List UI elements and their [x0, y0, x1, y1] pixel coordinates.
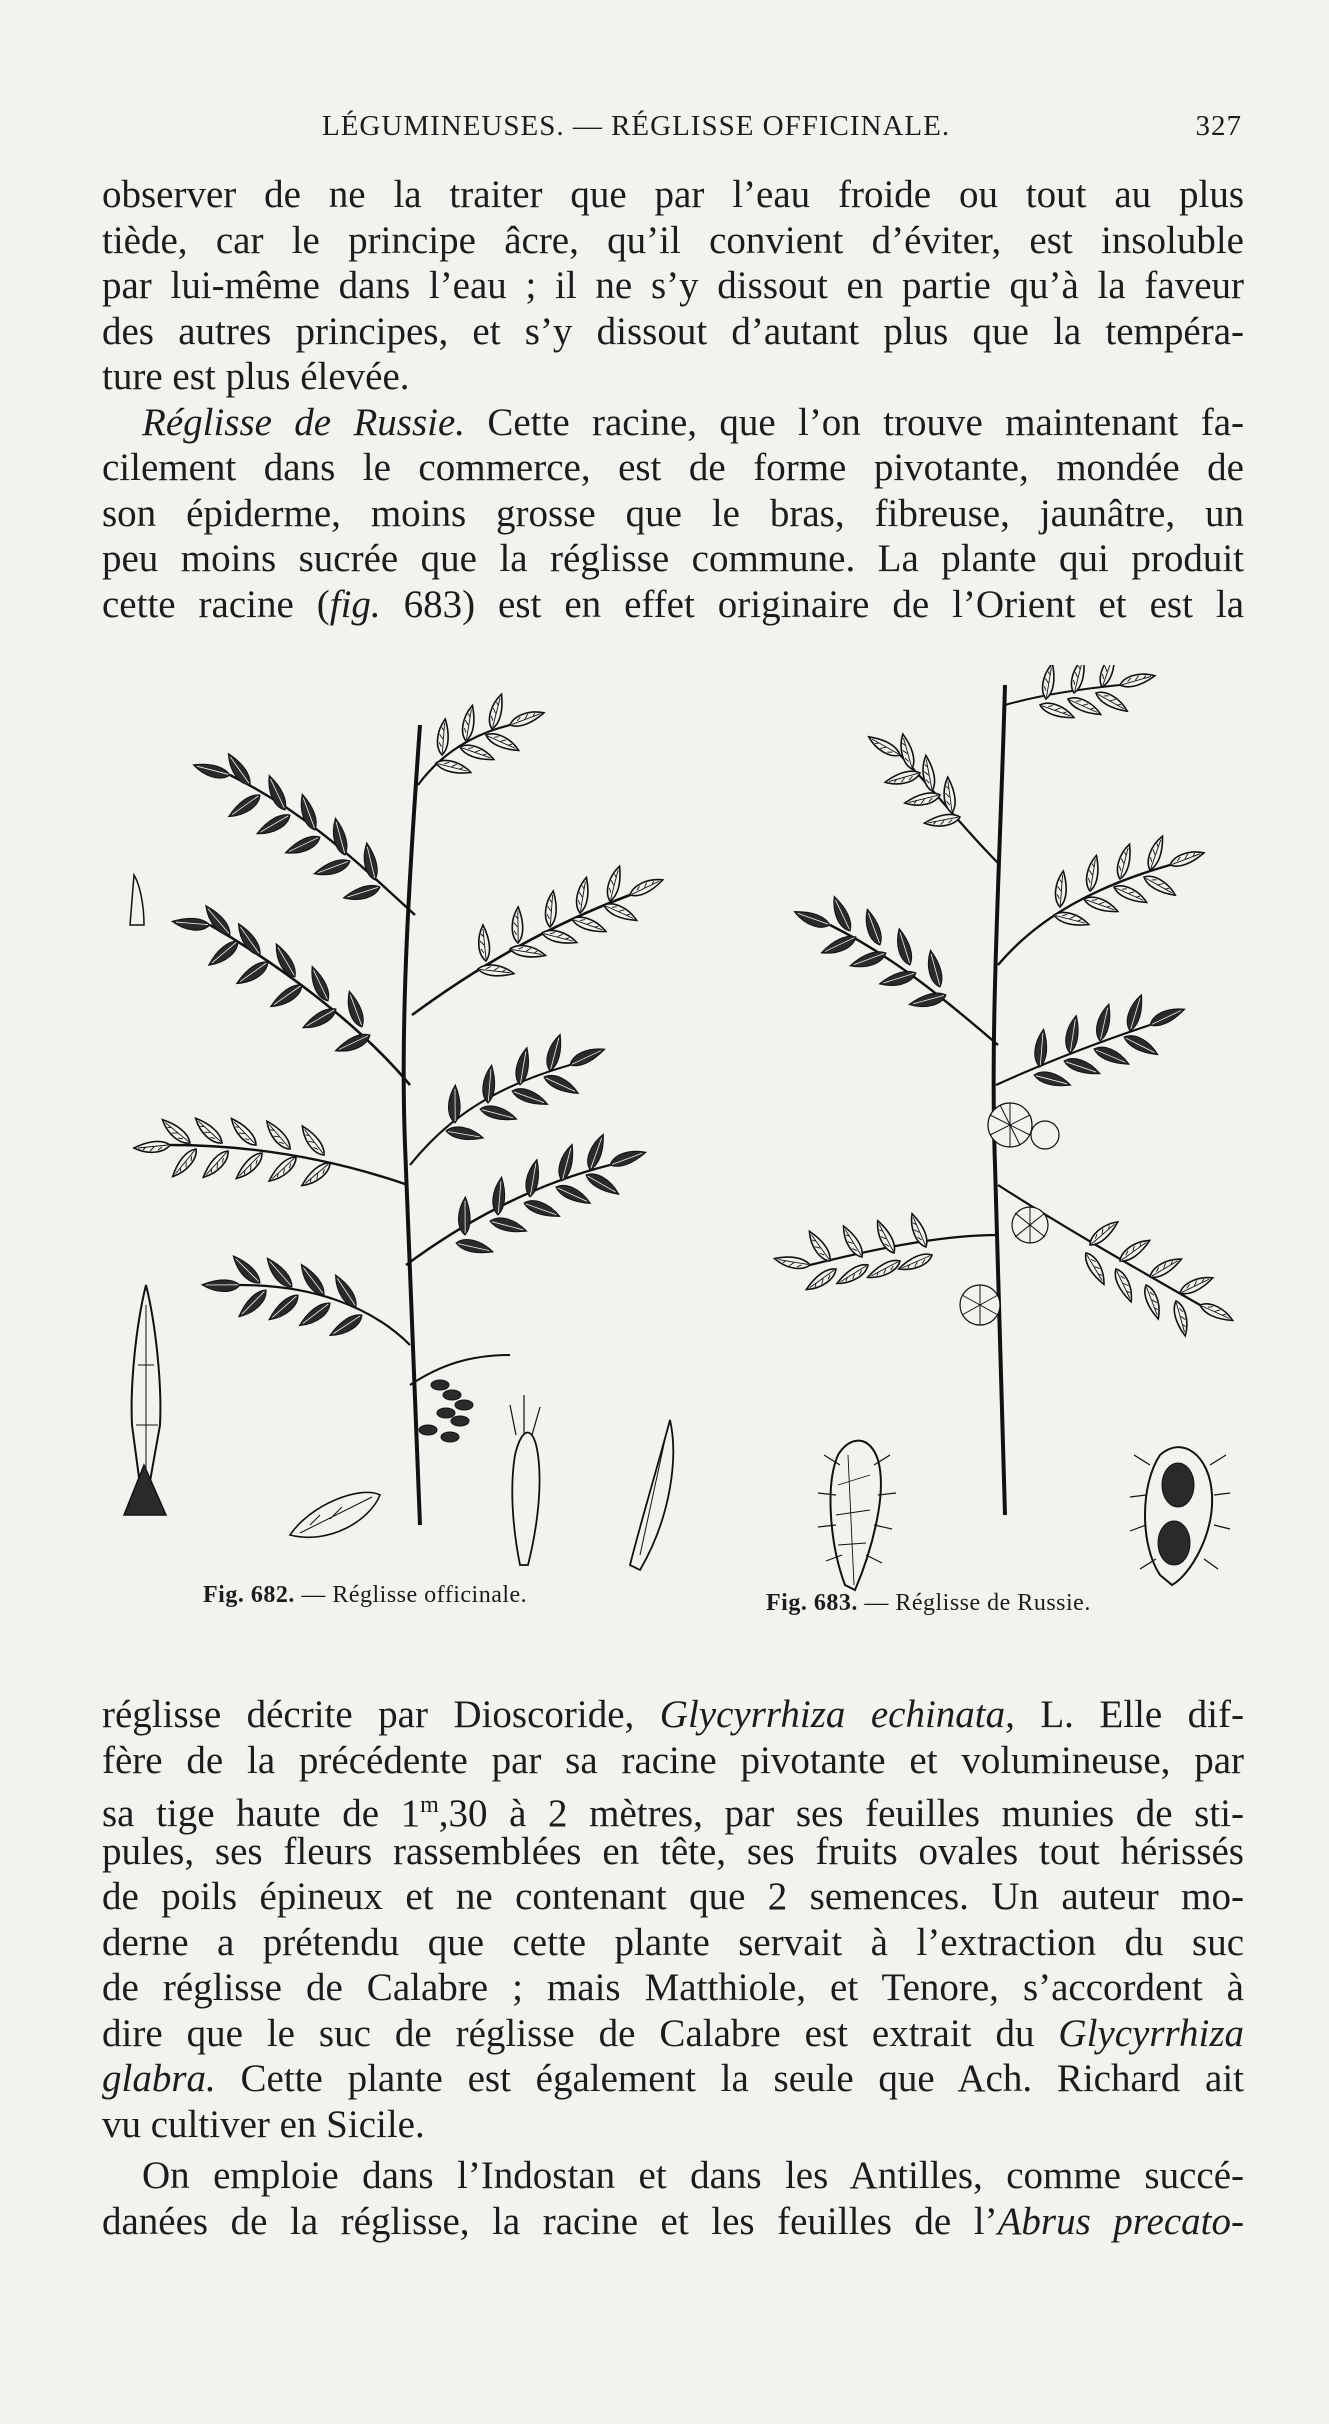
text-line: observer de ne la traiter que par l’eau froide ou tout au plus — [102, 173, 1244, 216]
figure-683-title: — Réglisse de Russie. — [857, 1590, 1091, 1616]
text-line: vu cultiver en Sicile. — [102, 2102, 425, 2146]
text-run: Cette racine, que l’on trouve maintenant fa- — [465, 400, 1244, 444]
text-line — [102, 2056, 1244, 2102]
text-line — [102, 1783, 1244, 1835]
text-line: On emploie dans l’Indostan et dans les Antilles, comme succé- — [142, 2154, 1244, 2197]
text-line: ture est plus élevée. — [102, 355, 410, 398]
text-line — [102, 2011, 1244, 2057]
text-run: L. Elle dif- — [1014, 1693, 1244, 1736]
text-line: peu moins sucrée que la réglisse commune. La plante qui produit — [102, 537, 1244, 580]
text-line: fère de la précédente par sa racine pivotante et volumineuse, par — [102, 1738, 1244, 1782]
running-title: LÉGUMINEUSES. — RÉGLISSE OFFICINALE. — [322, 110, 951, 142]
text-line: derne a prétendu que cette plante servait à l’extraction du suc — [102, 1920, 1244, 1964]
text-run: sa tige haute de 1 — [102, 1792, 421, 1835]
text-line — [102, 582, 1244, 628]
text-run: Cette plante est également la seule que Ach. Richard ait — [215, 2057, 1244, 2100]
text-run: réglisse décrite par Dioscoride, — [102, 1693, 660, 1736]
unit-superscript: m — [420, 1792, 439, 1818]
species-name: glabra. — [102, 2057, 216, 2100]
botanical-illustration — [110, 665, 1280, 1625]
fig-reference: fig. — [329, 582, 381, 626]
text-line: des autres principes, et s’y dissout d’autant plus que la tempéra- — [102, 309, 1244, 353]
species-name: Glycyrrhiza — [1058, 2011, 1244, 2055]
text-line — [102, 2199, 1244, 2245]
figure-682-label: Fig. 682. — [203, 1582, 295, 1608]
text-run: dire que le suc de réglisse de Calabre est extrait du — [102, 2011, 1059, 2055]
figure-682-title: — Réglisse officinale. — [294, 1582, 528, 1608]
text-line: son épiderme, moins grosse que le bras, fibreuse, jaunâtre, un — [102, 491, 1244, 535]
figure-683-label: Fig. 683. — [766, 1590, 858, 1616]
text-line: pules, ses fleurs rassemblées en tête, ses fruits ovales tout hérissés — [102, 1829, 1244, 1873]
section-heading-russie: Réglisse de Russie. — [142, 400, 466, 444]
text-line: de poils épineux et ne contenant que 2 semences. Un auteur mo- — [102, 1875, 1244, 1918]
text-line-russie-heading — [102, 400, 1244, 446]
text-run: cette racine ( — [102, 582, 330, 626]
figure-683-caption — [766, 1590, 1091, 1617]
fig-682-plant — [124, 693, 673, 1570]
page-number: 327 — [1195, 110, 1242, 142]
text-line: tiède, car le principe âcre, qu’il convient d’éviter, est insoluble — [102, 218, 1244, 262]
fig-683-plant — [773, 665, 1234, 1590]
species-name: Glycyrrhiza echinata, — [659, 1693, 1015, 1736]
text-run: 683) est en effet originaire de l’Orient et est la — [380, 582, 1245, 626]
text-line — [102, 1692, 1244, 1738]
species-name: Abrus precato- — [997, 2199, 1244, 2243]
figure-682-caption — [203, 1582, 527, 1609]
text-run: ,30 à 2 mètres, par ses feuilles munies de sti- — [438, 1792, 1244, 1835]
text-line: de réglisse de Calabre ; mais Matthiole, et Tenore, s’accordent à — [102, 1966, 1244, 2009]
licorice-plants-engraving — [110, 665, 1280, 1625]
text-line: par lui-même dans l’eau ; il ne s’y dissout en partie qu’à la faveur — [102, 264, 1244, 307]
bottom-paragraphs — [102, 1692, 1244, 2244]
running-head — [322, 110, 1242, 152]
text-line: cilement dans le commerce, est de forme pivotante, mondée de — [102, 446, 1244, 489]
text-run: danées de la réglisse, la racine et les feuilles de l’ — [102, 2199, 998, 2243]
top-paragraphs — [102, 172, 1244, 627]
